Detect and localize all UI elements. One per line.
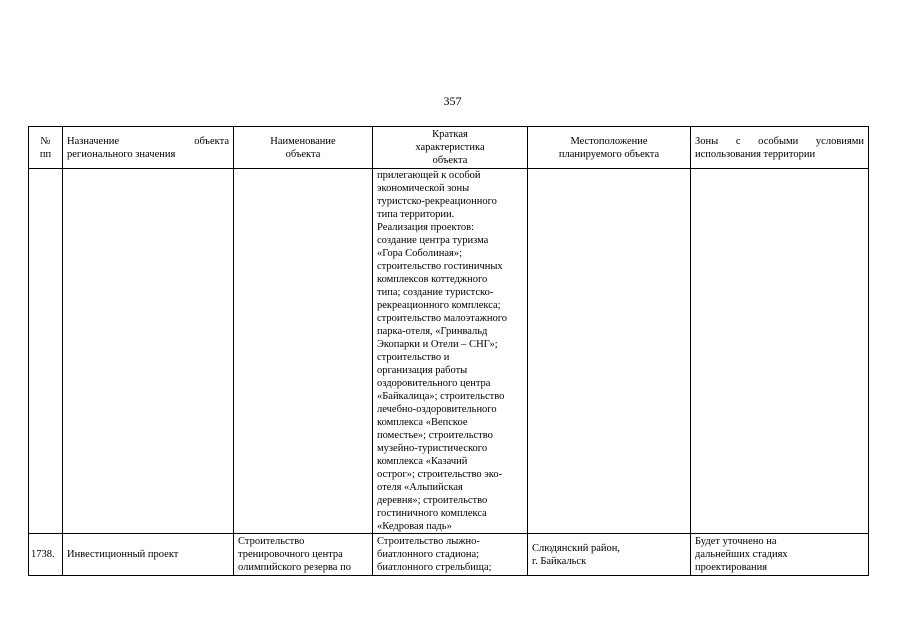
header-characteristic: Краткая характеристика объекта — [373, 127, 528, 169]
zones-line: Будет уточнено на — [695, 536, 777, 547]
zones-line: дальнейших стадиях — [695, 549, 788, 560]
characteristic-line: парка-отеля, «Гринвальд — [377, 326, 488, 337]
cell-location-empty — [528, 169, 691, 534]
name-line: Строительство — [238, 536, 305, 547]
characteristic-line: острог»; строительство эко- — [377, 469, 503, 480]
cell-location — [528, 534, 691, 576]
characteristic-line: комплекса «Казачий — [377, 456, 468, 467]
characteristic-line: «Байкалица»; строительство — [377, 391, 505, 402]
characteristic-line: отеля «Альпийская — [377, 482, 463, 493]
characteristic-line: типа территории. — [377, 209, 455, 220]
header-num: № пп — [29, 127, 63, 169]
characteristic-line: биатлонного стрельбища; — [377, 562, 492, 573]
cell-num: 1738. — [29, 534, 63, 576]
characteristic-line: строительство и — [377, 352, 450, 363]
characteristic-line: комплекса «Вепское — [377, 417, 468, 428]
cell-zones-empty — [691, 169, 869, 534]
table-row-continued — [29, 169, 869, 534]
name-line: олимпийского резерва по — [238, 562, 351, 573]
territorial-planning-table — [28, 126, 869, 576]
characteristic-line: туристско-рекреационного — [377, 196, 497, 207]
table-row-1738 — [29, 534, 869, 576]
characteristic-line: Реализация проектов: — [377, 222, 475, 233]
characteristic-line: деревня»; строительство — [377, 495, 488, 506]
characteristic-line: Строительство лыжно- — [377, 536, 480, 547]
characteristic-line: «Кедровая падь» — [377, 521, 452, 532]
name-line: тренировочного центра — [238, 549, 343, 560]
location-line: г. Байкальск — [532, 555, 587, 567]
header-location: Местоположение планируемого объекта — [528, 127, 691, 169]
cell-zones — [691, 534, 869, 576]
cell-characteristic-continued — [373, 169, 528, 534]
header-purpose: Назначение объекта регионального значения — [63, 127, 234, 169]
characteristic-line: оздоровительного центра — [377, 378, 491, 389]
characteristic-line: музейно-туристического — [377, 443, 488, 454]
header-zones: Зоны с особыми условиями использования территории — [691, 127, 869, 169]
header-name: Наименование объекта — [234, 127, 373, 169]
characteristic-line: гостиничного комплекса — [377, 508, 487, 519]
cell-purpose: Инвестиционный проект — [63, 534, 234, 576]
characteristic-line: лечебно-оздоровительного — [377, 404, 497, 415]
page-number: 357 — [443, 94, 462, 108]
zones-line: проектирования — [695, 562, 768, 573]
cell-num-empty — [29, 169, 63, 534]
table-header-row — [29, 127, 869, 169]
characteristic-line: строительство гостиничных — [377, 261, 503, 272]
characteristic-line: рекреационного комплекса; — [377, 300, 501, 311]
characteristic-line: экономической зоны — [377, 183, 470, 194]
characteristic-line: комплексов коттеджного — [377, 274, 488, 285]
cell-characteristic — [373, 534, 528, 576]
characteristic-line: строительство малоэтажного — [377, 313, 508, 324]
location-line: Слюдянский район, — [532, 542, 620, 554]
characteristic-line: прилегающей к особой — [377, 170, 481, 181]
characteristic-line: организация работы — [377, 365, 468, 376]
characteristic-line: биатлонного стадиона; — [377, 549, 480, 560]
characteristic-line: поместье»; строительство — [377, 430, 493, 441]
cell-purpose-empty — [63, 169, 234, 534]
characteristic-line: «Гора Соболиная»; — [377, 248, 463, 259]
characteristic-line: Экопарки и Отели – СНГ»; — [377, 339, 498, 350]
characteristic-line: создание центра туризма — [377, 235, 489, 246]
characteristic-line: типа; создание туристско- — [377, 287, 494, 298]
cell-name-empty — [234, 169, 373, 534]
cell-name — [234, 534, 373, 576]
